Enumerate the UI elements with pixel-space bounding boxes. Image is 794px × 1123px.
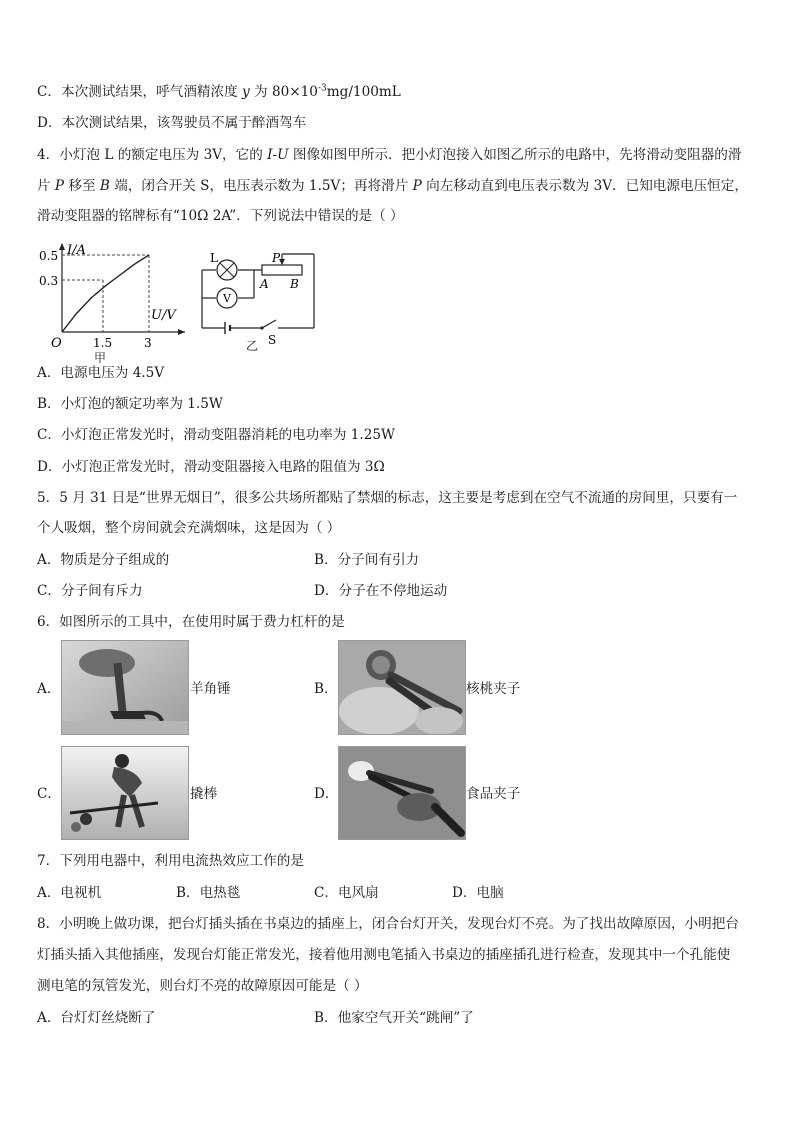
y-axis-label: I/A	[67, 243, 86, 258]
q4-stem-text: 4．小灯泡 L 的额定电压为 3V，它的	[37, 147, 268, 163]
q4-stem-line-2	[37, 176, 748, 196]
q4-stem-text: 向左移动直到电压表示数为 3V．已知电源电压恒定，	[421, 178, 748, 194]
walnut-cracker-photo	[338, 640, 466, 735]
q4-option-a: A．电源电压为 4.5V	[37, 365, 165, 381]
q5-option-d: D．分子在不停地运动	[314, 583, 448, 599]
x-tick-label: 1.5	[93, 336, 113, 350]
q3-option-c	[37, 82, 401, 102]
iu-graph	[35, 240, 185, 350]
q4-stem-text: 端，闭合开关 S，电压表示数为 1.5V；再将滑片	[109, 178, 413, 194]
q6-option-b-letter: B．	[314, 681, 338, 697]
q8-stem-line-2: 灯插头插入其他插座，发现台灯能正常发光，接着他用测电笔插入书桌边的插座插孔进行检查，发现其中一个孔能使	[37, 947, 731, 963]
q8-stem-line-1: 8．小明晚上做功课，把台灯插头插在书桌边的插座上，闭合台灯开关，发现台灯不亮。为了找出故障原因，小明把台	[37, 916, 739, 932]
q4-stem-line-1	[37, 145, 742, 165]
circuit-diagram	[192, 248, 322, 348]
y-axis-arrow	[59, 243, 65, 250]
q4-stem-line-3: 滑动变阻器的铭牌标有“10Ω 2A”．下列说法中错误的是（ ）	[37, 208, 404, 224]
q3-option-d: D．本次测试结果，该驾驶员不属于醉酒驾车	[37, 115, 307, 131]
q4-option-b: B．小灯泡的额定功率为 1.5W	[37, 396, 223, 412]
q4-stem-text: 图像如图甲所示．把小灯泡接入如图乙所示的电路中，先将滑动变阻器的滑	[288, 147, 742, 163]
q3-option-c-value: 为 80×10	[249, 84, 318, 100]
q6-option-c-letter: C．	[37, 786, 61, 802]
q4-option-c: C．小灯泡正常发光时，滑动变阻器消耗的电功率为 1.25W	[37, 427, 396, 443]
q4-end-symbol: B	[99, 178, 110, 194]
claw-hammer-photo	[61, 640, 189, 735]
q6-option-d-letter: D．	[314, 786, 339, 802]
rheostat-end-b: B	[290, 277, 299, 291]
q6-option-b-label: 核桃夹子	[466, 681, 521, 697]
q8-option-b: B．他家空气开关“跳闸”了	[314, 1010, 474, 1026]
slider-label: P	[272, 251, 281, 265]
rheostat-symbol	[262, 265, 302, 275]
food-tongs-photo	[338, 746, 466, 840]
q5-option-a: A．物质是分子组成的	[37, 552, 170, 568]
q5-stem-line-1: 5．5 月 31 日是“世界无烟日”，很多公共场所都贴了禁烟的标志，这主要是考虑到在空气不流通的房间里，只要有一	[37, 490, 738, 506]
q7-option-b: B．电热毯	[176, 885, 241, 901]
q6-option-d-label: 食品夹子	[466, 786, 521, 802]
q6-option-a-label: 羊角锤	[190, 681, 231, 697]
lamp-label: L	[210, 251, 218, 265]
q4-iu-symbol: I-U	[267, 147, 289, 163]
switch-pivot	[260, 326, 263, 329]
q7-option-a: A．电视机	[37, 885, 102, 901]
origin-label: O	[51, 336, 62, 350]
rheostat-end-a: A	[260, 277, 269, 291]
q7-stem: 7．下列用电器中，利用电流热效应工作的是	[37, 853, 304, 869]
circuit-caption: 乙	[246, 339, 259, 353]
x-axis-arrow	[178, 329, 185, 335]
crowbar-photo	[61, 746, 189, 840]
q5-option-b: B．分子间有引力	[314, 552, 420, 568]
q3-option-c-variable: y	[242, 84, 250, 100]
q4-option-d: D．小灯泡正常发光时，滑动变阻器接入电路的阻值为 3Ω	[37, 459, 385, 475]
q7-option-d: D．电脑	[452, 885, 504, 901]
q4-stem-text: 片	[37, 178, 55, 194]
x-axis-label: U/V	[151, 308, 176, 323]
q8-option-a: A．台灯灯丝烧断了	[37, 1010, 156, 1026]
switch-blade	[262, 320, 276, 328]
q4-slider-symbol: P	[54, 178, 65, 194]
q6-stem: 6．如图所示的工具中，在使用时属于费力杠杆的是	[37, 614, 345, 630]
q4-stem-text: 移至	[64, 178, 100, 194]
q3-option-c-text: C．本次测试结果，呼气酒精浓度	[37, 84, 238, 100]
q6-option-a-letter: A．	[37, 681, 61, 697]
switch-label: S	[268, 333, 277, 347]
y-tick-label: 0.3	[39, 274, 59, 288]
q5-stem-line-2: 个人吸烟，整个房间就会充满烟味，这是因为（ ）	[37, 520, 341, 536]
voltmeter-label: V	[223, 292, 231, 305]
q8-stem-line-3: 测电笔的氖管发光，则台灯不亮的故障原因可能是（ ）	[37, 978, 368, 994]
q6-option-c-label: 撬棒	[190, 786, 218, 802]
q5-option-c: C．分子间有斥力	[37, 583, 143, 599]
q3-option-c-unit: mg/100mL	[326, 84, 401, 100]
iu-curve	[62, 255, 149, 332]
q4-slider-symbol: P	[412, 178, 422, 194]
y-tick-label: 0.5	[39, 249, 59, 263]
q7-option-c: C．电风扇	[314, 885, 379, 901]
q3-option-c-exponent: -3	[317, 83, 327, 94]
graph-caption: 甲	[94, 351, 107, 365]
x-tick-label: 3	[144, 336, 152, 350]
